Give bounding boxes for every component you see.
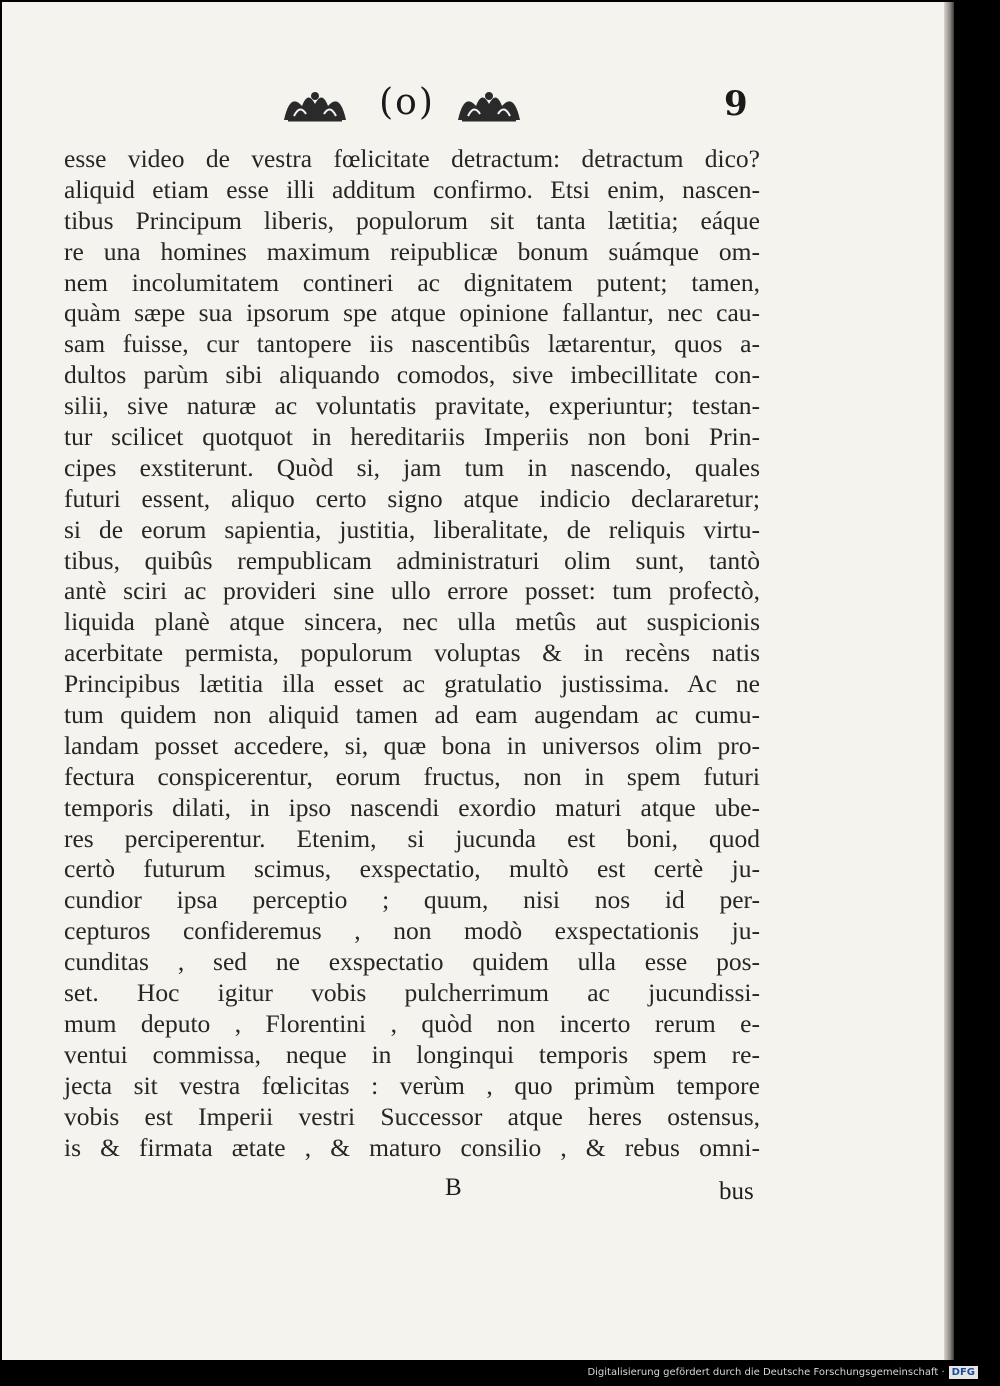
- text-line: esse video de vestra fœlicitate detractum: detractum dico?: [64, 144, 760, 173]
- text-line: certò futurum scimus, exspectatio, multò est certè ju-: [64, 854, 760, 884]
- text-line: quàm sæpe sua ipsorum spe atque opinione fallantur, nec cau-: [64, 298, 760, 328]
- body-text: [64, 144, 760, 1163]
- text-line: silii, sive naturæ ac voluntatis pravitate, experiuntur; testan-: [64, 391, 760, 421]
- text-line: futuri essent, aliquo certo signo atque indicio declararetur;: [64, 483, 760, 513]
- text-line: tur scilicet quotquot in hereditariis Imperiis non boni Prin-: [64, 422, 760, 452]
- page-footer: [2, 1174, 944, 1208]
- floral-ornament-icon: [280, 86, 350, 126]
- catchword: bus: [719, 1178, 754, 1205]
- credit-text: Digitalisierung gefördert durch die Deutsche Forschungsgemeinschaft ·: [587, 1367, 945, 1378]
- text-line: temporis dilati, in ipso nascendi exordio maturi atque ube-: [64, 792, 760, 822]
- dfg-logo: DFG: [949, 1366, 978, 1379]
- text-line: aliquid etiam esse illi additum confirmo. Etsi enim, nascen-: [64, 174, 760, 204]
- text-line: set. Hoc igitur vobis pulcherrimum ac jucundissi-: [64, 978, 760, 1008]
- text-line: sam fuisse, cur tantopere iis nascentibûs lætarentur, quos a-: [64, 329, 760, 359]
- text-line: Principibus lætitia illa esset ac gratulatio justissima. Ac ne: [64, 669, 760, 699]
- signature-mark: B: [445, 1174, 462, 1201]
- page-number: 9: [724, 84, 748, 124]
- text-line: mum deputo , Florentini , quòd non incerto rerum e-: [64, 1008, 760, 1038]
- running-header: [2, 80, 944, 136]
- text-line: jecta sit vestra fœlicitas : verùm , quo primùm tempore: [64, 1070, 760, 1100]
- text-line: antè sciri ac provideri sine ullo errore posset: tum profectò,: [64, 576, 760, 606]
- page-edge-shadow: [944, 2, 954, 1360]
- floral-ornament-icon: [454, 86, 524, 126]
- text-line: tibus Principum liberis, populorum sit tanta lætitia; eáque: [64, 205, 760, 235]
- text-line: tibus, quibûs rempublicam administraturi olim sunt, tantò: [64, 545, 760, 575]
- page-marker: (o): [379, 82, 435, 123]
- text-line: landam posset accedere, si, quæ bona in universos olim pro-: [64, 730, 760, 760]
- text-line: tum quidem non aliquid tamen ad eam augendam ac cumu-: [64, 700, 760, 730]
- text-line: liquida planè atque sincera, nec ulla metûs aut suspicionis: [64, 607, 760, 637]
- text-line: cundior ipsa perceptio ; quum, nisi nos id per-: [64, 885, 760, 915]
- text-line: re una homines maximum reipublicæ bonum suámque om-: [64, 236, 760, 266]
- text-line: vobis est Imperii vestri Successor atque heres ostensus,: [64, 1101, 760, 1131]
- text-line: cipes exstiterunt. Quòd si, jam tum in nascendo, quales: [64, 452, 760, 482]
- text-line: fectura conspicerentur, eorum fructus, non in spem futuri: [64, 761, 760, 791]
- book-page: [2, 2, 944, 1360]
- text-line: cunditas , sed ne exspectatio quidem ulla esse pos-: [64, 947, 760, 977]
- text-line: cepturos confideremus , non modò exspectationis ju-: [64, 916, 760, 946]
- text-line: acerbitate permista, populorum voluptas & in recèns natis: [64, 638, 760, 668]
- text-line: ventui commissa, neque in longinqui temporis spem re-: [64, 1039, 760, 1069]
- text-line: dultos parùm sibi aliquando comodos, sive imbecillitate con-: [64, 360, 760, 390]
- text-line: si de eorum sapientia, justitia, liberalitate, de reliquis virtu-: [64, 514, 760, 544]
- text-line: nem incolumitatem contineri ac dignitatem putent; tamen,: [64, 267, 760, 297]
- text-line: res perciperentur. Etenim, si jucunda est boni, quod: [64, 823, 760, 853]
- text-line: is & firmata ætate , & maturo consilio , & rebus omni-: [64, 1132, 760, 1162]
- digitization-credit: [587, 1366, 978, 1379]
